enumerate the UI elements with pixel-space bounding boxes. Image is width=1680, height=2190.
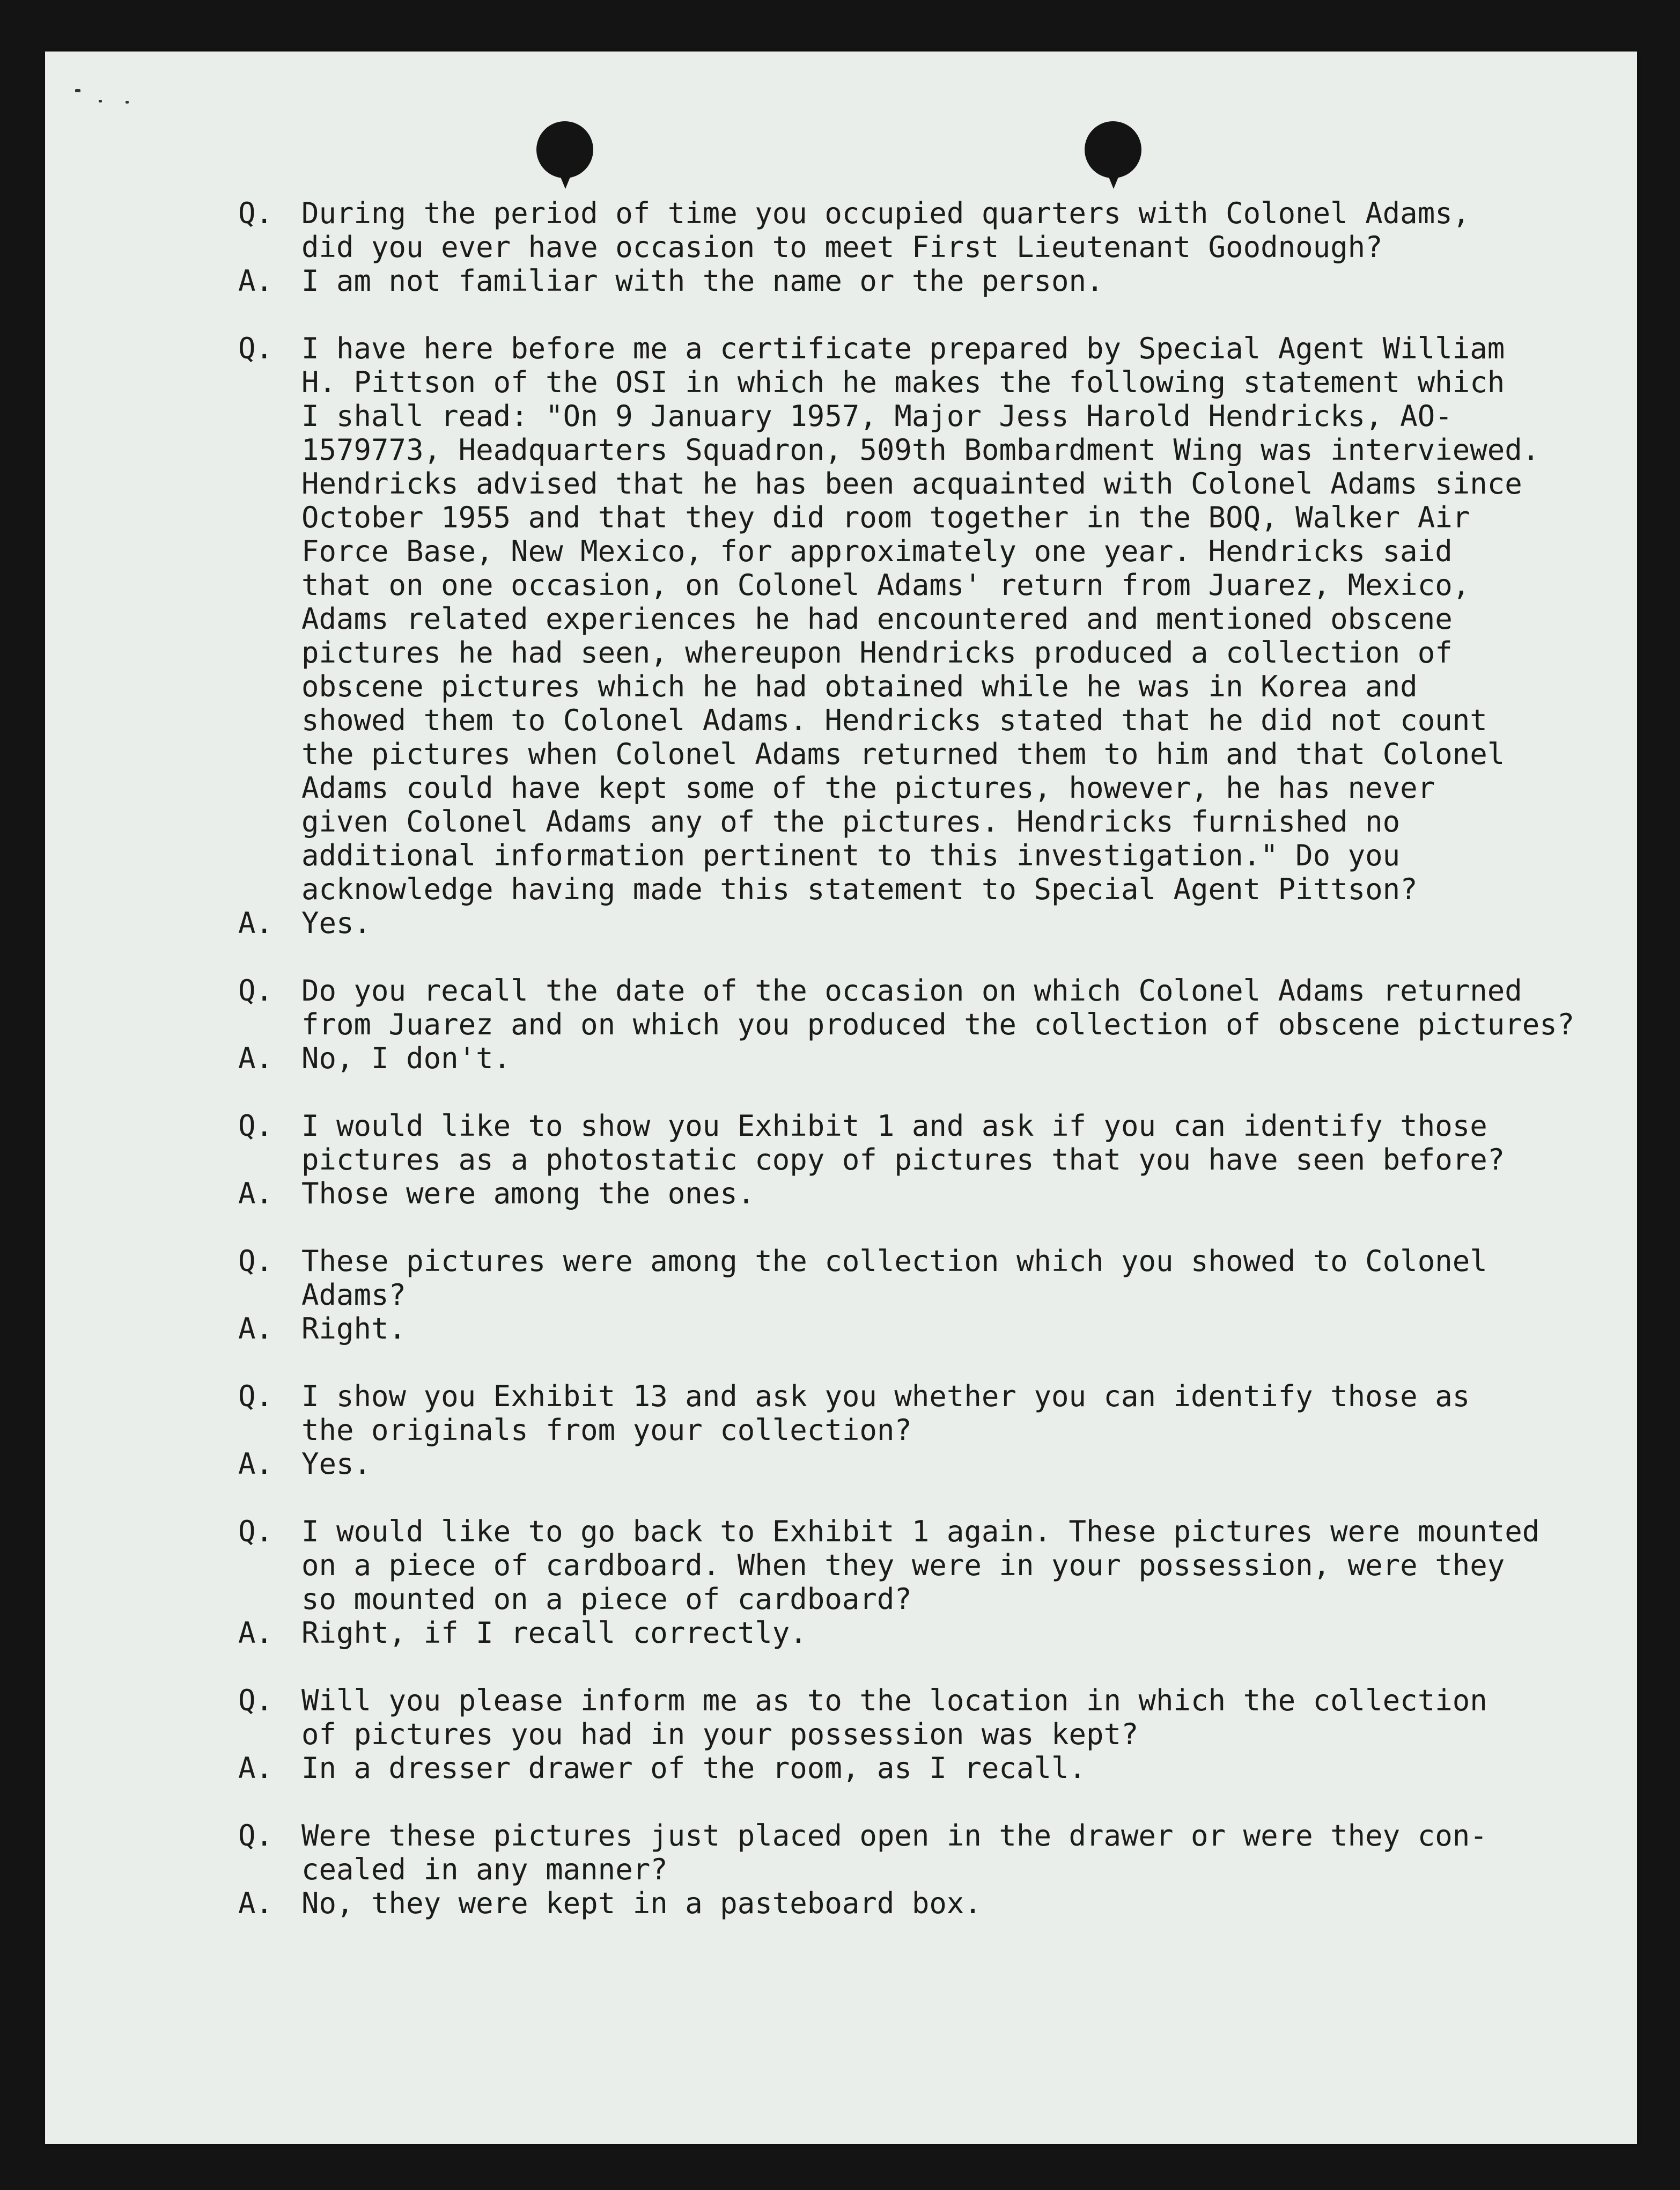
question-line (238, 568, 1611, 602)
speaker-label: Q. (238, 196, 274, 230)
answer-line (238, 906, 1611, 940)
question-line (238, 230, 1611, 264)
speaker-label (238, 1717, 301, 1751)
question-line (238, 1379, 1611, 1413)
question-line (238, 1684, 1611, 1717)
speaker-label: A. (238, 1312, 274, 1346)
transcript-text: Yes. (301, 906, 372, 940)
speaker-label: Q. (238, 1515, 274, 1548)
transcript-text: I have here before me a certificate prepared by Special Agent William (301, 332, 1505, 365)
document-page (45, 52, 1637, 2144)
speaker-label (238, 1143, 301, 1177)
speaker-label (238, 1008, 301, 1041)
transcript-text: I show you Exhibit 13 and ask you whether you can identify those as (301, 1379, 1470, 1413)
question-line (238, 1278, 1611, 1312)
transcript-text: Right, if I recall correctly. (301, 1616, 807, 1650)
speaker-label: A. (238, 1041, 274, 1075)
transcript-text: I would like to show you Exhibit 1 and ask if you can identify those (301, 1109, 1487, 1143)
question-line (238, 602, 1611, 636)
paragraph-gap (238, 1210, 1611, 1244)
paragraph-gap (238, 1481, 1611, 1515)
punch-hole-right (1085, 121, 1141, 178)
paragraph-gap (238, 940, 1611, 974)
transcript-text: These pictures were among the collection which you showed to Colonel (301, 1244, 1487, 1278)
question-line (238, 332, 1611, 365)
transcript-text: I shall read: "On 9 January 1957, Major Jess Harold Hendricks, AO- (301, 399, 1453, 433)
speaker-label: Q. (238, 1684, 274, 1717)
speaker-label: A. (238, 1177, 274, 1210)
transcript-text: on a piece of cardboard. When they were in your possession, were they (301, 1548, 1505, 1582)
speaker-label (238, 230, 301, 264)
transcript-text: Adams? (301, 1278, 407, 1312)
question-line (238, 433, 1611, 467)
answer-line (238, 1447, 1611, 1481)
question-line (238, 1853, 1611, 1886)
speaker-label (238, 839, 301, 872)
transcript-text: During the period of time you occupied quarters with Colonel Adams, (301, 196, 1470, 230)
question-line (238, 1413, 1611, 1447)
paragraph-gap (238, 1785, 1611, 1819)
transcript-text: obscene pictures which he had obtained while he was in Korea and (301, 670, 1418, 703)
paragraph-gap (238, 1650, 1611, 1684)
speaker-label (238, 670, 301, 703)
speaker-label: Q. (238, 1819, 274, 1853)
speaker-label (238, 1413, 301, 1447)
transcript-text: from Juarez and on which you produced the collection of obscene pictures? (301, 1008, 1575, 1041)
paragraph-gap (238, 1075, 1611, 1109)
transcript-text: of pictures you had in your possession was kept? (301, 1717, 1139, 1751)
transcript-text: Right. (301, 1312, 407, 1346)
question-line (238, 1143, 1611, 1177)
answer-line (238, 1041, 1611, 1075)
speaker-label (238, 534, 301, 568)
question-line (238, 1819, 1611, 1853)
speaker-label (238, 737, 301, 771)
answer-line (238, 1886, 1611, 1920)
transcript-text: Do you recall the date of the occasion on which Colonel Adams returned (301, 974, 1522, 1008)
question-line (238, 467, 1611, 501)
question-line (238, 534, 1611, 568)
speaker-label (238, 703, 301, 737)
speaker-label (238, 1853, 301, 1886)
question-line (238, 196, 1611, 230)
speaker-label: A. (238, 906, 274, 940)
answer-line (238, 1312, 1611, 1346)
question-line (238, 1582, 1611, 1616)
transcript-text: Were these pictures just placed open in the drawer or were they con- (301, 1819, 1487, 1853)
question-line (238, 974, 1611, 1008)
question-line (238, 636, 1611, 670)
question-line (238, 1717, 1611, 1751)
question-line (238, 1244, 1611, 1278)
speaker-label (238, 365, 301, 399)
question-line (238, 670, 1611, 703)
speaker-label (238, 636, 301, 670)
transcript-text: showed them to Colonel Adams. Hendricks stated that he did not count (301, 703, 1487, 737)
transcript-text: October 1955 and that they did room together in the BOQ, Walker Air (301, 501, 1470, 534)
question-line (238, 365, 1611, 399)
answer-line (238, 264, 1611, 298)
speaker-label (238, 872, 301, 906)
ink-mark (75, 89, 80, 92)
transcript-text: given Colonel Adams any of the pictures. Hendricks furnished no (301, 805, 1401, 839)
transcript-text: Will you please inform me as to the location in which the collection (301, 1684, 1487, 1717)
paragraph-gap (238, 1346, 1611, 1379)
speaker-label: A. (238, 264, 274, 298)
speaker-label (238, 568, 301, 602)
transcript-text: Those were among the ones. (301, 1177, 755, 1210)
speaker-label (238, 433, 301, 467)
transcript-body (238, 196, 1611, 1920)
transcript-text: Yes. (301, 1447, 372, 1481)
transcript-text: cealed in any manner? (301, 1853, 668, 1886)
answer-line (238, 1751, 1611, 1785)
transcript-text: the originals from your collection? (301, 1413, 912, 1447)
transcript-text: 1579773, Headquarters Squadron, 509th Bombardment Wing was interviewed. (301, 433, 1540, 467)
transcript-text: No, I don't. (301, 1041, 511, 1075)
speaker-label (238, 399, 301, 433)
question-line (238, 1109, 1611, 1143)
speaker-label (238, 1582, 301, 1616)
transcript-text: pictures he had seen, whereupon Hendricks produced a collection of (301, 636, 1453, 670)
speaker-label: Q. (238, 332, 274, 365)
transcript-text: acknowledge having made this statement to Special Agent Pittson? (301, 872, 1418, 906)
ink-mark (99, 100, 102, 102)
transcript-text: pictures as a photostatic copy of pictures that you have seen before? (301, 1143, 1505, 1177)
speaker-label: Q. (238, 1109, 274, 1143)
transcript-text: I am not familiar with the name or the person. (301, 264, 1104, 298)
question-line (238, 399, 1611, 433)
speaker-label: Q. (238, 1244, 274, 1278)
transcript-text: I would like to go back to Exhibit 1 again. These pictures were mounted (301, 1515, 1540, 1548)
speaker-label: A. (238, 1751, 274, 1785)
transcript-text: Adams could have kept some of the pictures, however, he has never (301, 771, 1435, 805)
transcript-text: No, they were kept in a pasteboard box. (301, 1886, 982, 1920)
transcript-text: so mounted on a piece of cardboard? (301, 1582, 912, 1616)
speaker-label: A. (238, 1616, 274, 1650)
question-line (238, 501, 1611, 534)
punch-hole-left (536, 121, 593, 178)
transcript-text: additional information pertinent to this investigation." Do you (301, 839, 1401, 872)
transcript-text: the pictures when Colonel Adams returned them to him and that Colonel (301, 737, 1505, 771)
answer-line (238, 1177, 1611, 1210)
question-line (238, 771, 1611, 805)
transcript-text: that on one occasion, on Colonel Adams' return from Juarez, Mexico, (301, 568, 1470, 602)
answer-line (238, 1616, 1611, 1650)
question-line (238, 805, 1611, 839)
speaker-label: A. (238, 1447, 274, 1481)
paragraph-gap (238, 298, 1611, 332)
ink-mark (126, 101, 129, 104)
speaker-label: Q. (238, 974, 274, 1008)
transcript-text: In a dresser drawer of the room, as I recall. (301, 1751, 1086, 1785)
speaker-label (238, 467, 301, 501)
speaker-label: Q. (238, 1379, 274, 1413)
transcript-text: H. Pittson of the OSI in which he makes the following statement which (301, 365, 1505, 399)
transcript-text: Hendricks advised that he has been acquainted with Colonel Adams since (301, 467, 1522, 501)
speaker-label (238, 501, 301, 534)
transcript-text: did you ever have occasion to meet First Lieutenant Goodnough? (301, 230, 1383, 264)
speaker-label (238, 805, 301, 839)
speaker-label: A. (238, 1886, 274, 1920)
speaker-label (238, 1278, 301, 1312)
question-line (238, 737, 1611, 771)
question-line (238, 1515, 1611, 1548)
speaker-label (238, 1548, 301, 1582)
question-line (238, 839, 1611, 872)
question-line (238, 872, 1611, 906)
speaker-label (238, 602, 301, 636)
transcript-text: Adams related experiences he had encountered and mentioned obscene (301, 602, 1453, 636)
question-line (238, 703, 1611, 737)
transcript-text: Force Base, New Mexico, for approximately one year. Hendricks said (301, 534, 1453, 568)
question-line (238, 1008, 1611, 1041)
speaker-label (238, 771, 301, 805)
question-line (238, 1548, 1611, 1582)
